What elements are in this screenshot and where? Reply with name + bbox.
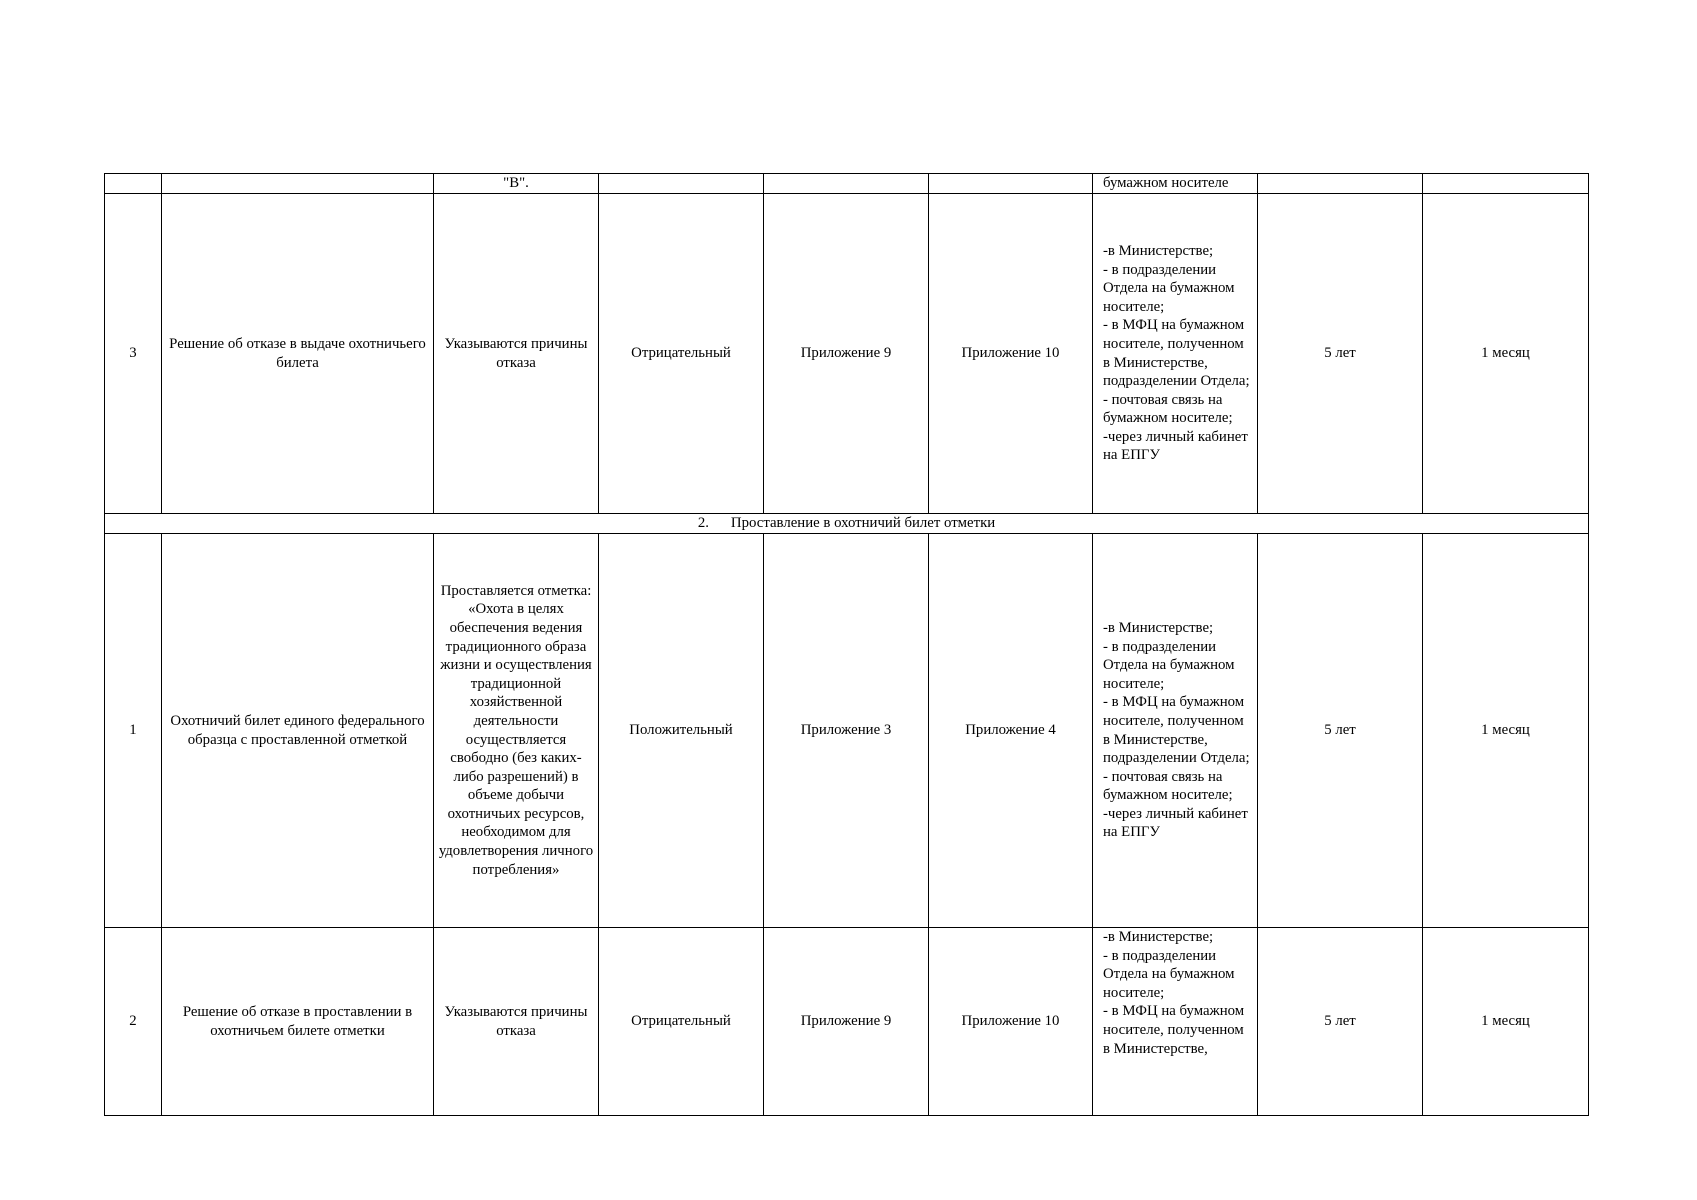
- results-table: [104, 173, 1589, 1116]
- cell-storage-org: [1258, 174, 1423, 194]
- cell-form: [764, 174, 929, 194]
- cell-character: [599, 174, 764, 194]
- table-row-continued: [105, 174, 1589, 194]
- section-title: Проставление в охотничий билет отметки: [730, 515, 996, 532]
- table-row-refusal-issue: [105, 194, 1589, 514]
- cell-requirements: Указываются причины отказа: [434, 194, 599, 514]
- cell-methods: -в Министерстве; - в подразделении Отдела на бумажном носителе; - в МФЦ на бумажном носителе, полученном в Министерстве,: [1093, 928, 1258, 1116]
- cell-storage-org: 5 лет: [1258, 194, 1423, 514]
- section-header-row: [105, 514, 1589, 534]
- cell-document: Охотничий билет единого федерального образца с проставленной отметкой: [162, 534, 434, 928]
- cell-storage-mfc: [1423, 174, 1589, 194]
- cell-methods: бумажном носителе: [1093, 174, 1258, 194]
- cell-document: Решение об отказе в проставлении в охотничьем билете отметки: [162, 928, 434, 1116]
- table-row-refusal-mark: [105, 928, 1589, 1116]
- cell-sample: Приложение 10: [929, 928, 1093, 1116]
- cell-character: Положительный: [599, 534, 764, 928]
- cell-storage-mfc: 1 месяц: [1423, 534, 1589, 928]
- cell-document: [162, 174, 434, 194]
- cell-requirements: Указываются причины отказа: [434, 928, 599, 1116]
- cell-character: Отрицательный: [599, 928, 764, 1116]
- cell-num: 3: [105, 194, 162, 514]
- cell-sample: Приложение 10: [929, 194, 1093, 514]
- cell-character: Отрицательный: [599, 194, 764, 514]
- cell-storage-mfc: 1 месяц: [1423, 928, 1589, 1116]
- cell-form: Приложение 9: [764, 928, 929, 1116]
- cell-num: [105, 174, 162, 194]
- cell-methods: -в Министерстве; - в подразделении Отдела на бумажном носителе; - в МФЦ на бумажном носителе, полученном в Министерстве, подразделении Отдела; - почтовая связь на бумажном носителе; -через личный кабинет на ЕПГУ: [1093, 534, 1258, 928]
- cell-sample: Приложение 4: [929, 534, 1093, 928]
- cell-num: 2: [105, 928, 162, 1116]
- cell-requirements: Проставляется отметка: «Охота в целях обеспечения ведения традиционного образа жизни и осуществления традиционной хозяйственной деятельности осуществляется свободно (без каких-либо разрешений) в объеме добычи охотничьих ресурсов, необходимом для удовлетворения личного потребления»: [434, 534, 599, 928]
- cell-methods: -в Министерстве; - в подразделении Отдела на бумажном носителе; - в МФЦ на бумажном носителе, полученном в Министерстве, подразделении Отдела; - почтовая связь на бумажном носителе; -через личный кабинет на ЕПГУ: [1093, 194, 1258, 514]
- cell-form: Приложение 3: [764, 534, 929, 928]
- cell-storage-mfc: 1 месяц: [1423, 194, 1589, 514]
- cell-sample: [929, 174, 1093, 194]
- cell-storage-org: 5 лет: [1258, 534, 1423, 928]
- table-row-hunting-ticket: [105, 534, 1589, 928]
- cell-document: Решение об отказе в выдаче охотничьего билета: [162, 194, 434, 514]
- cell-storage-org: 5 лет: [1258, 928, 1423, 1116]
- cell-form: Приложение 9: [764, 194, 929, 514]
- section-number: 2.: [697, 515, 709, 532]
- cell-num: 1: [105, 534, 162, 928]
- section-header: [105, 514, 1589, 534]
- cell-requirements: "В".: [434, 174, 599, 194]
